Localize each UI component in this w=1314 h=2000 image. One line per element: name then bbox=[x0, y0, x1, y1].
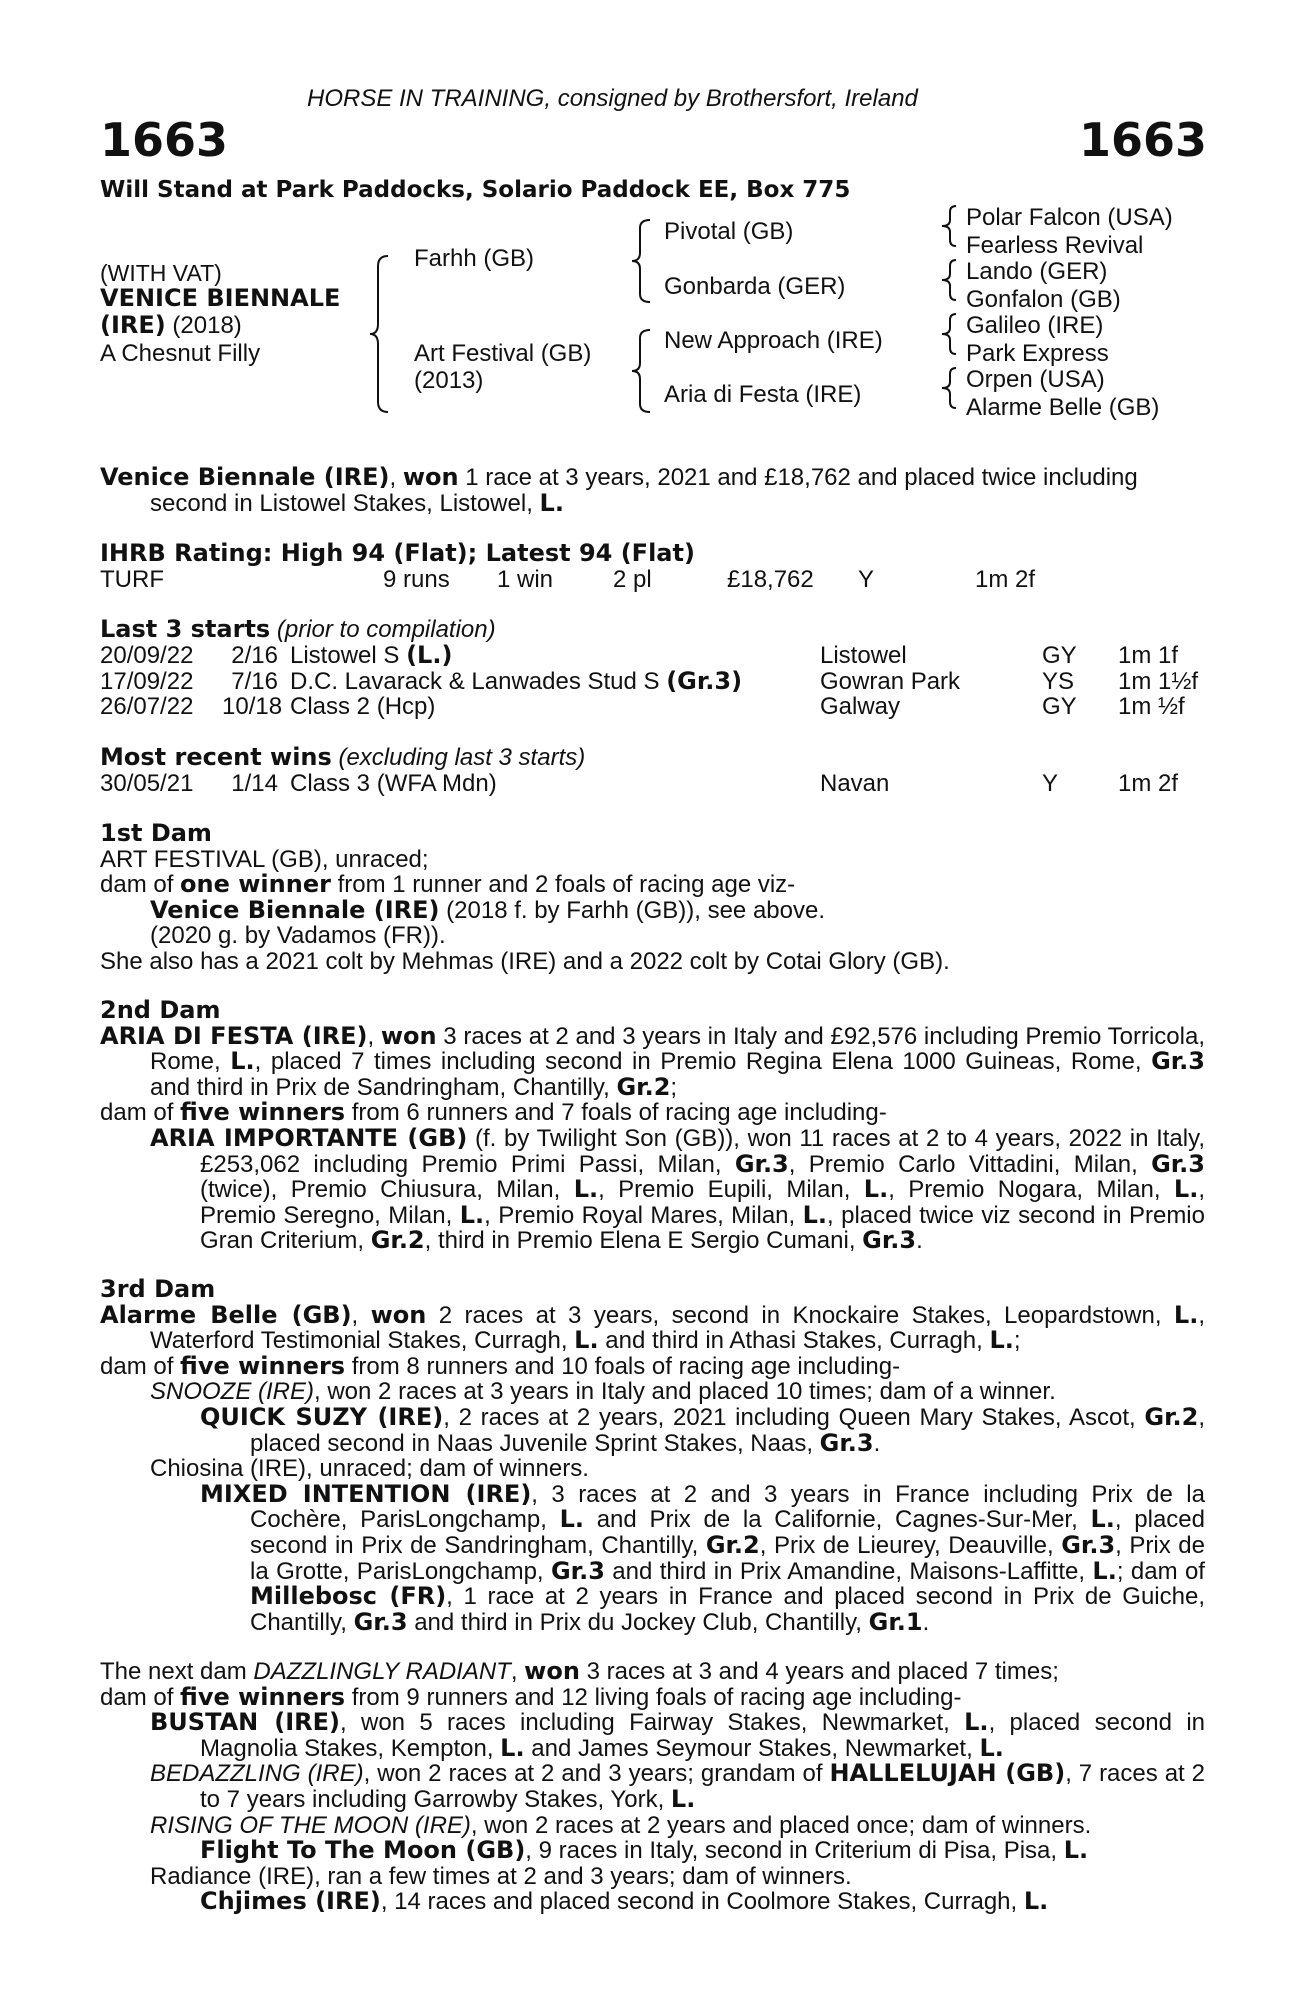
race-row bbox=[100, 643, 1210, 669]
text-segment: , won 2 races at 2 and 3 years; grandam of bbox=[363, 1760, 830, 1788]
pedigree-dam: Art Festival (GB) bbox=[414, 340, 592, 367]
pedigree-g3-2: Fearless Revival bbox=[966, 232, 1144, 259]
text-segment: L. bbox=[1173, 1175, 1199, 1204]
text-segment: Gr.3 bbox=[734, 1149, 789, 1178]
text-segment: , Waterford Testimonial Stakes, Curragh, bbox=[150, 1301, 1205, 1355]
text-segment: dam of bbox=[100, 1099, 181, 1127]
text-segment: . bbox=[873, 1429, 881, 1457]
race-course: Listowel bbox=[820, 642, 907, 669]
text-segment: , third in Premio Elena E Sergio Cumani, bbox=[424, 1227, 863, 1255]
second-dam-p3 bbox=[100, 1123, 1206, 1255]
first-dam-line-1: ART FESTIVAL (GB), unraced; bbox=[100, 845, 429, 873]
rating-surface: TURF bbox=[100, 566, 164, 593]
text-segment: Gr.3 bbox=[353, 1607, 408, 1636]
text-segment: Gr.2 bbox=[705, 1530, 760, 1559]
text-segment: from 6 runners and 7 foals of racing age including- bbox=[345, 1099, 887, 1127]
text-segment: L. bbox=[573, 1175, 599, 1204]
text-segment: Gr.3 bbox=[550, 1556, 605, 1585]
text-segment: and third in Prix du Jockey Club, Chantilly, bbox=[407, 1608, 869, 1636]
pedigree-sire: Farhh (GB) bbox=[414, 245, 535, 272]
text-segment: Gr.1 bbox=[868, 1607, 923, 1636]
last-starts-title: Last 3 starts bbox=[100, 615, 271, 643]
text-segment: L. bbox=[989, 1326, 1014, 1355]
race-date: 30/05/21 bbox=[100, 770, 194, 797]
text-segment: five winners bbox=[180, 1098, 346, 1127]
third-dam-p3 bbox=[100, 1379, 1205, 1405]
text-segment: , Premio Eupili, Milan, bbox=[598, 1176, 864, 1204]
vat-note: (WITH VAT) bbox=[100, 260, 222, 286]
text-segment: , placed twice viz second in Premio Gran Criterium, bbox=[200, 1201, 1205, 1255]
text-segment: five winners bbox=[180, 1682, 346, 1711]
race-dist: 1m ½f bbox=[1118, 693, 1185, 721]
race-row bbox=[100, 694, 1210, 720]
next-dam-p3 bbox=[100, 1710, 1205, 1761]
race-course: Gowran Park bbox=[820, 667, 961, 695]
race-race: D.C. Lavarack & Lanwades Stud S (Gr.3) bbox=[290, 666, 743, 695]
text-segment: , Premio Royal Mares, Milan, bbox=[484, 1201, 803, 1229]
text-segment: Gr.3 bbox=[1151, 1149, 1205, 1178]
first-dam-runners: from 1 runner and 2 foals of racing age viz- bbox=[330, 871, 796, 899]
text-segment: BEDAZZLING (IRE) bbox=[150, 1760, 364, 1788]
text-segment: Gr.2 bbox=[1144, 1402, 1199, 1431]
third-dam-heading: 3rd Dam bbox=[100, 1275, 216, 1303]
race-date: 26/07/22 bbox=[100, 693, 194, 721]
pedigree-g3-6: Park Express bbox=[966, 340, 1109, 367]
pedigree-sire-sire: Pivotal (GB) bbox=[664, 218, 794, 245]
race-pos: 2/16 bbox=[231, 642, 278, 669]
next-dam-p2 bbox=[100, 1682, 1205, 1711]
consignment-header: HORSE IN TRAINING, consigned by Brothersfort, Ireland bbox=[307, 85, 918, 112]
text-segment: from 9 runners and 12 living foals of racing age including- bbox=[345, 1683, 962, 1711]
first-dam-section bbox=[100, 821, 1205, 975]
text-segment: won bbox=[370, 1300, 427, 1329]
race-summary: Venice Biennale (IRE), won 1 race at 3 years, 2021 and £18,762 and placed twice including second in Listowel Stakes, Listowel, L. bbox=[100, 463, 1138, 517]
horse-country: (IRE) bbox=[100, 311, 166, 339]
pedigree-dam-sire: New Approach (IRE) bbox=[664, 327, 883, 354]
text-segment: L. bbox=[1092, 1556, 1117, 1585]
text-segment: , Prix de Lieurey, Deauville, bbox=[759, 1531, 1062, 1559]
text-segment: Chjimes (IRE) bbox=[200, 1887, 381, 1916]
recent-wins-note: (excluding last 3 starts) bbox=[331, 744, 586, 771]
text-segment: , bbox=[367, 1022, 381, 1050]
text-segment: . bbox=[922, 1608, 930, 1636]
text-segment: L. bbox=[802, 1200, 828, 1229]
pedigree-bracket-sire bbox=[632, 218, 652, 304]
race-grade: (L.) bbox=[406, 641, 453, 669]
race-going: Y bbox=[1042, 770, 1059, 797]
text-segment: L. bbox=[1173, 1300, 1199, 1329]
race-pos: 7/16 bbox=[231, 667, 278, 695]
race-going: GY bbox=[1042, 642, 1077, 669]
first-dam-winners: one winner bbox=[180, 870, 331, 899]
text-segment: L. bbox=[1063, 1836, 1089, 1865]
text-segment: won bbox=[380, 1021, 437, 1050]
summary-text: 1 race at 3 years, 2021 and £18,762 and placed twice including bbox=[458, 464, 1138, 491]
lot-number-left: 1663 bbox=[100, 113, 229, 167]
rating-going: Y bbox=[858, 566, 875, 593]
first-dam-line-2 bbox=[100, 872, 1205, 898]
pedigree-bracket-g3-1 bbox=[942, 204, 958, 248]
text-segment: five winners bbox=[180, 1351, 346, 1380]
race-date: 17/09/22 bbox=[100, 667, 194, 695]
race-race: Class 2 (Hcp) bbox=[290, 693, 436, 721]
pedigree-g3-3: Lando (GER) bbox=[966, 258, 1108, 285]
pedigree-g3-7: Orpen (USA) bbox=[966, 366, 1105, 393]
pedigree-bracket-gen1 bbox=[370, 254, 390, 414]
summary-horse-name: Venice Biennale (IRE) bbox=[100, 463, 390, 491]
race-date: 20/09/22 bbox=[100, 642, 194, 669]
third-dam-p2 bbox=[100, 1351, 1205, 1380]
text-segment: (f. by Twilight Son (GB)), won 11 races at 2 to 4 years, 2022 in Italy, £253,062 including Premio Primi Passi, Milan, bbox=[200, 1124, 1205, 1178]
rating-distance: 1m 2f bbox=[975, 566, 1036, 593]
race-pos: 10/18 bbox=[222, 693, 283, 721]
text-segment: Gr.3 bbox=[862, 1226, 917, 1255]
pedigree-g3-5: Galileo (IRE) bbox=[966, 312, 1104, 339]
pedigree-g3-8: Alarme Belle (GB) bbox=[966, 394, 1160, 421]
pedigree-g3-1: Polar Falcon (USA) bbox=[966, 204, 1173, 231]
stand-location: Will Stand at Park Paddocks, Solario Paddock EE, Box 775 bbox=[100, 177, 851, 203]
rating-runs: 9 runs bbox=[383, 566, 450, 593]
text-segment: , won 2 races at 2 years and placed once; dam of winners. bbox=[470, 1811, 1092, 1839]
text-segment: , Premio Seregno, Milan, bbox=[200, 1176, 1206, 1229]
pedigree-g3-4: Gonfalon (GB) bbox=[966, 286, 1121, 313]
third-dam-section bbox=[100, 1277, 1205, 1635]
text-segment: Gr.2 bbox=[616, 1072, 671, 1101]
pedigree-dam-dam: Aria di Festa (IRE) bbox=[664, 381, 862, 408]
text-segment: ; dam of bbox=[1116, 1557, 1205, 1585]
text-segment: , bbox=[510, 1658, 525, 1685]
second-dam-p2 bbox=[100, 1100, 1205, 1126]
text-segment: , 3 races at 2 and 3 years in France including Prix de la Cochère, ParisLongchamp, bbox=[250, 1480, 1205, 1534]
race-course: Galway bbox=[820, 693, 901, 721]
first-dam-heading: 1st Dam bbox=[100, 819, 212, 847]
text-segment: MIXED INTENTION (IRE) bbox=[200, 1479, 532, 1508]
next-dam-section bbox=[100, 1659, 1205, 1915]
text-segment: RISING OF THE MOON (IRE) bbox=[150, 1811, 471, 1839]
race-row bbox=[100, 666, 1210, 695]
text-segment: , 9 races in Italy, second in Criterium di Pisa, Pisa, bbox=[525, 1837, 1064, 1865]
summary-text-2: second in Listowel Stakes, Listowel, bbox=[150, 489, 540, 517]
text-segment: ARIA IMPORTANTE (GB) bbox=[150, 1123, 468, 1152]
text-segment: , placed second in Naas Juvenile Sprint Stakes, Naas, bbox=[250, 1403, 1205, 1457]
text-segment: (twice), Premio Chiusura, Milan, bbox=[200, 1176, 574, 1204]
text-segment: L. bbox=[459, 1200, 485, 1229]
second-dam-section bbox=[100, 998, 1205, 1254]
race-dist: 1m 1½f bbox=[1118, 667, 1199, 695]
text-segment: Radiance (IRE), ran a few times at 2 and 3 years; dam of winners. bbox=[150, 1862, 852, 1890]
horse-name-line2 bbox=[100, 313, 242, 339]
text-segment: L. bbox=[574, 1326, 599, 1355]
last-starts-note: (prior to compilation) bbox=[270, 616, 496, 643]
text-segment: , won 5 races including Fairway Stakes, Newmarket, bbox=[340, 1709, 965, 1737]
next-dam-p7 bbox=[100, 1864, 1205, 1890]
text-segment: from 8 runners and 10 foals of racing age including- bbox=[345, 1352, 901, 1380]
race-race: Listowel S (L.) bbox=[290, 641, 453, 669]
rating-wins: 1 win bbox=[497, 566, 554, 593]
text-segment: 3 races at 3 and 4 years and placed 7 times; bbox=[579, 1658, 1059, 1685]
text-segment: , 2 races at 2 years, 2021 including Queen Mary Stakes, Ascot, bbox=[443, 1403, 1145, 1431]
text-segment: L. bbox=[979, 1733, 1004, 1762]
text-segment: Flight To The Moon (GB) bbox=[200, 1836, 526, 1865]
pedigree-bracket-dam bbox=[632, 328, 652, 414]
first-dam-foal-detail: (2018 f. by Farhh (GB)), see above. bbox=[439, 896, 825, 924]
text-segment: Gr.3 bbox=[819, 1428, 874, 1457]
text-segment: and James Seymour Stakes, Newmarket, bbox=[524, 1734, 980, 1762]
horse-name: VENICE BIENNALE bbox=[100, 284, 341, 312]
text-segment: ARIA DI FESTA (IRE) bbox=[100, 1021, 368, 1050]
text-segment: L. bbox=[230, 1047, 255, 1076]
first-dam-line-5: She also has a 2021 colt by Mehmas (IRE) and a 2022 colt by Cotai Glory (GB). bbox=[100, 947, 950, 975]
text-segment: L. bbox=[964, 1708, 989, 1737]
text-segment: , placed 7 times including second in Premio Regina Elena 1000 Guineas, Rome, bbox=[254, 1048, 1152, 1076]
race-race: Class 3 (WFA Mdn) bbox=[290, 770, 497, 797]
text-segment: HALLELUJAH (GB) bbox=[829, 1759, 1066, 1788]
text-segment: and third in Prix de Sandringham, Chantilly, bbox=[150, 1073, 617, 1101]
text-segment: DAZZLINGLY RADIANT bbox=[253, 1658, 511, 1685]
text-segment: , Premio Carlo Vittadini, Milan, bbox=[788, 1150, 1152, 1178]
text-segment: . bbox=[916, 1227, 923, 1255]
text-segment: L. bbox=[559, 1505, 584, 1534]
text-segment: dam of bbox=[100, 1352, 181, 1380]
pedigree-bracket-g3-4 bbox=[942, 366, 958, 410]
text-segment: , 14 races and placed second in Coolmore Stakes, Curragh, bbox=[380, 1888, 1024, 1916]
text-segment: and third in Prix Amandine, Maisons-Laffitte, bbox=[604, 1557, 1093, 1585]
text-segment: The next dam bbox=[100, 1658, 254, 1685]
pedigree-sire-dam: Gonbarda (GER) bbox=[664, 273, 846, 300]
third-dam-p5 bbox=[100, 1456, 1205, 1482]
text-segment: and Prix de la Californie, Cagnes-Sur-Mer, bbox=[584, 1506, 1091, 1534]
text-segment: ; bbox=[1013, 1327, 1021, 1355]
race-grade: (Gr.3) bbox=[666, 666, 743, 695]
second-dam-p1 bbox=[100, 1021, 1206, 1101]
text-segment: , placed second in Magnolia Stakes, Kempton, bbox=[200, 1709, 1205, 1762]
second-dam-heading: 2nd Dam bbox=[100, 996, 221, 1024]
text-segment: L. bbox=[863, 1175, 889, 1204]
first-dam-dam-of: dam of bbox=[100, 871, 181, 899]
text-segment: Millebosc (FR) bbox=[250, 1582, 447, 1611]
first-dam-line-3 bbox=[100, 895, 1205, 924]
summary-grade: L. bbox=[539, 488, 564, 517]
text-segment: L. bbox=[500, 1733, 525, 1762]
lot-number-right: 1663 bbox=[1078, 113, 1207, 167]
last-starts-heading bbox=[100, 617, 496, 643]
text-segment: ; bbox=[670, 1073, 678, 1101]
race-pos: 1/14 bbox=[231, 770, 278, 797]
horse-description: A Chesnut Filly bbox=[100, 340, 261, 367]
recent-wins-heading bbox=[100, 745, 585, 771]
text-segment: dam of bbox=[100, 1683, 181, 1711]
first-dam-line-4: (2020 g. by Vadamos (FR)). bbox=[150, 922, 446, 950]
third-dam-p6 bbox=[100, 1479, 1206, 1636]
text-segment: , Premio Nogara, Milan, bbox=[888, 1176, 1174, 1204]
first-dam-foal-name: Venice Biennale (IRE) bbox=[150, 895, 440, 924]
recent-wins-title: Most recent wins bbox=[100, 743, 332, 771]
text-segment: , bbox=[351, 1301, 371, 1329]
rating-placed: 2 pl bbox=[613, 566, 652, 593]
text-segment: , 1 race at 2 years in France and placed second in Prix de Guiche, Chantilly, bbox=[250, 1583, 1205, 1636]
race-dist: 1m 2f bbox=[1118, 770, 1179, 797]
text-segment: , placed second in Prix de Sandringham, Chantilly, bbox=[250, 1506, 1206, 1559]
race-course: Navan bbox=[820, 770, 890, 797]
third-dam-p1 bbox=[100, 1300, 1205, 1355]
next-dam-p1 bbox=[100, 1659, 1205, 1685]
next-dam-p6 bbox=[100, 1838, 1205, 1864]
text-segment: Alarme Belle (GB) bbox=[100, 1300, 352, 1329]
pedigree-dam-year: (2013) bbox=[414, 367, 484, 394]
race-row bbox=[100, 771, 1210, 797]
race-going: YS bbox=[1042, 667, 1075, 695]
text-segment: QUICK SUZY (IRE) bbox=[200, 1402, 444, 1431]
summary-won: won bbox=[402, 463, 459, 491]
text-segment: won bbox=[524, 1657, 580, 1685]
race-dist: 1m 1f bbox=[1118, 642, 1179, 669]
text-segment: , 7 races at 2 to 7 years including Garrowby Stakes, York, bbox=[200, 1760, 1205, 1813]
text-segment: Gr.3 bbox=[1151, 1047, 1205, 1076]
pedigree-bracket-g3-2 bbox=[942, 258, 958, 302]
text-segment: Gr.2 bbox=[370, 1226, 425, 1255]
text-segment: Gr.3 bbox=[1061, 1530, 1116, 1559]
text-segment: , won 2 races at 3 years in Italy and placed 10 times; dam of a winner. bbox=[314, 1378, 1056, 1406]
rating-earnings: £18,762 bbox=[727, 566, 814, 593]
next-dam-p4 bbox=[100, 1761, 1205, 1812]
text-segment: SNOOZE (IRE) bbox=[150, 1378, 315, 1406]
race-going: GY bbox=[1042, 693, 1077, 721]
text-segment: , Prix de la Grotte, ParisLongchamp, bbox=[250, 1531, 1205, 1585]
next-dam-p5 bbox=[100, 1813, 1205, 1839]
text-segment: 3 races at 2 and 3 years in Italy and £92,576 including Premio Torricola, Rome, bbox=[150, 1022, 1206, 1076]
rating-stats-row bbox=[100, 567, 1210, 593]
text-segment: Chiosina (IRE), unraced; dam of winners. bbox=[150, 1455, 589, 1483]
text-segment: 2 races at 3 years, second in Knockaire Stakes, Leopardstown, bbox=[426, 1301, 1174, 1329]
text-segment: L. bbox=[670, 1784, 696, 1813]
text-segment: BUSTAN (IRE) bbox=[150, 1708, 340, 1737]
next-dam-p8 bbox=[100, 1889, 1205, 1915]
text-segment: L. bbox=[1023, 1887, 1049, 1916]
rating-heading: IHRB Rating: High 94 (Flat); Latest 94 (Flat) bbox=[100, 539, 695, 567]
text-segment: L. bbox=[1090, 1505, 1115, 1534]
third-dam-p4 bbox=[100, 1402, 1205, 1457]
horse-year: (2018) bbox=[165, 312, 242, 339]
pedigree-bracket-g3-3 bbox=[942, 312, 958, 356]
text-segment: and third in Athasi Stakes, Curragh, bbox=[598, 1327, 990, 1355]
